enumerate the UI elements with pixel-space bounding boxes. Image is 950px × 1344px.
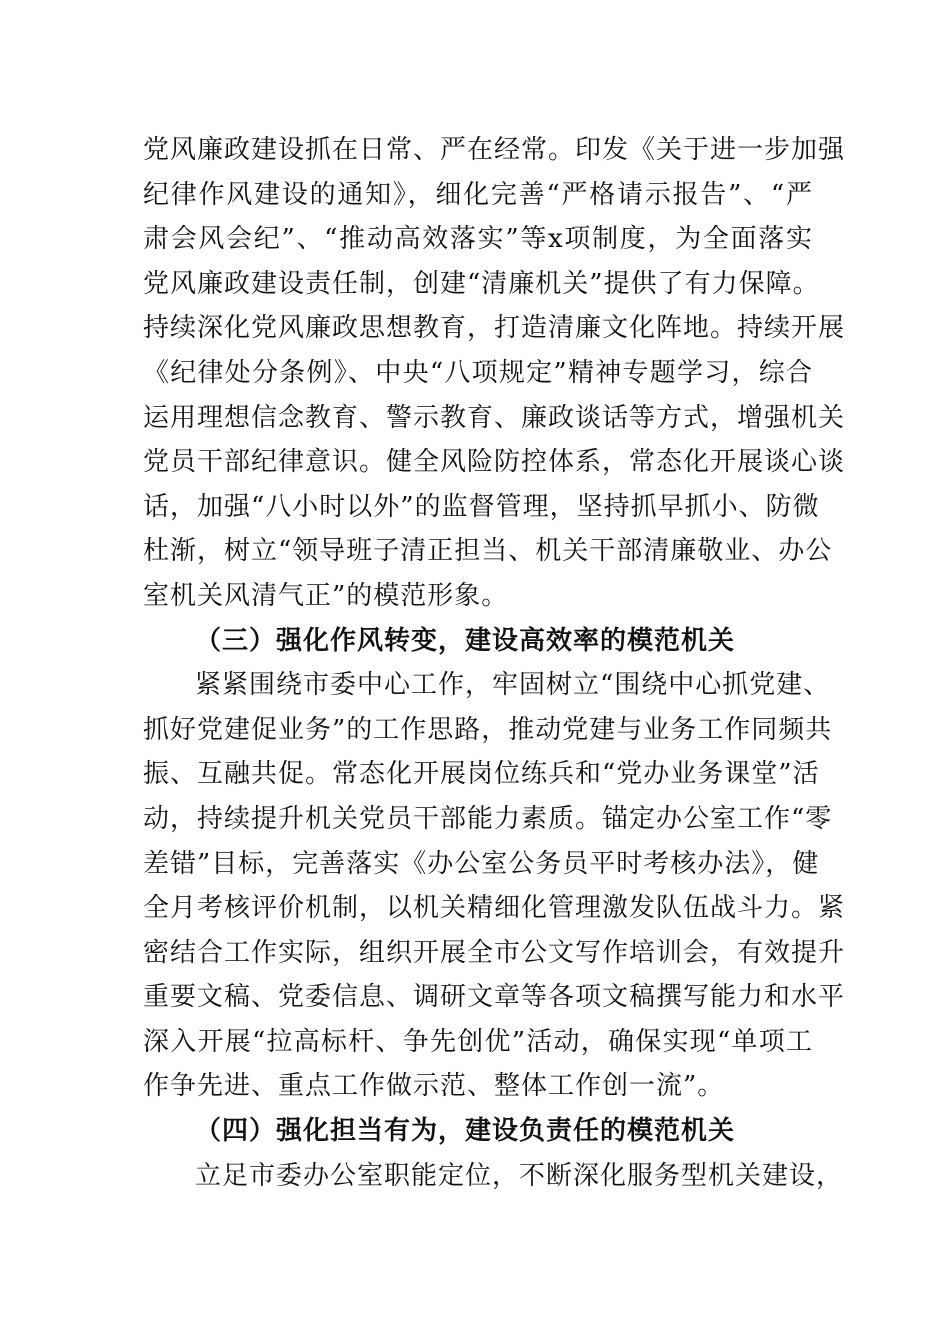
body-line: 持续深化党风廉政思想教育，打造清廉文化阵地。持续开展 [143,313,846,344]
document-body [143,128,846,1198]
body-line: 密结合工作实际，组织开展全市公文写作培训会，有效提升 [143,937,846,968]
body-line: 作争先进、重点工作做示范、整体工作创一流”。 [143,1071,725,1102]
body-line: 全月考核评价机制，以机关精细化管理激发队伍战斗力。紧 [143,893,846,924]
body-line: 党员干部纪律意识。健全风险防控体系，常态化开展谈心谈 [143,447,846,478]
body-line: 党风廉政建设责任制，创建“清廉机关”提供了有力保障。 [143,268,820,299]
body-line: 振、互融共促。常态化开展岗位练兵和“党办业务课堂”活 [143,759,820,790]
body-line: 杜渐，树立“领导班子清正担当、机关干部清廉敬业、办公 [143,536,833,567]
body-line: 紧紧围绕市委中心工作，牢固树立“围绕中心抓党建、 [195,670,831,701]
section-heading: （三）强化作风转变，建设高效率的模范机关 [195,625,736,656]
section-heading: （四）强化担当有为，建设负责任的模范机关 [195,1116,736,1147]
body-line: 《纪律处分条例》、中央“八项规定”精神专题学习，综合 [143,357,813,388]
body-line: 深入开展“拉高标杆、争先创优”活动，确保实现“单项工 [143,1026,813,1057]
body-line: 党风廉政建设抓在日常、严在经常。印发《关于进一步加强 [143,135,846,165]
body-line: 立足市委办公室职能定位，不断深化服务型机关建设， [195,1160,844,1191]
body-line: 话，加强“八小时以外”的监督管理，坚持抓早抓小、防微 [143,491,820,522]
body-line: 动，持续提升机关党员干部能力素质。锚定办公室工作“零 [143,803,833,834]
body-line: 重要文稿、党委信息、调研文章等各项文稿撰写能力和水平 [143,982,846,1013]
body-line: 纪律作风建设的通知》，细化完善“严格请示报告”、“严 [143,179,813,210]
body-line: 运用理想信念教育、警示教育、廉政谈话等方式，增强机关 [143,402,846,433]
body-line: 肃会风会纪”、“推动高效落实”等x项制度，为全面落实 [143,224,813,255]
body-line: 室机关风清气正”的模范形象。 [143,580,509,611]
body-line: 抓好党建促业务”的工作思路，推动党建与业务工作同频共 [143,714,833,745]
body-line: 差错”目标，完善落实《办公室公务员平时考核办法》，健 [143,848,820,879]
